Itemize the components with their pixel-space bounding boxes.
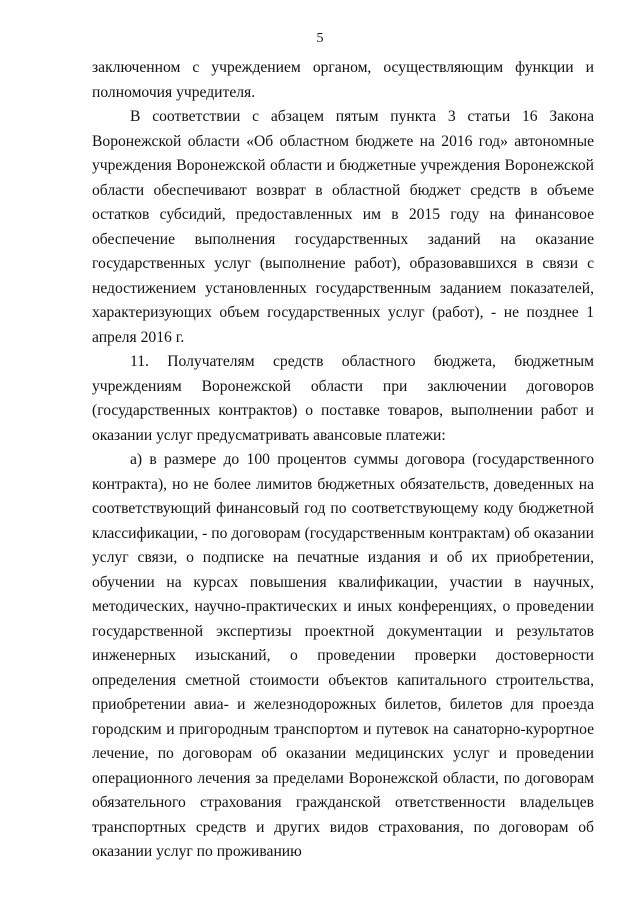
paragraph-subitem-a: а) в размере до 100 процентов суммы договора (государственного контракта), но не более лимитов бюджетных обязательств, доведенных на соответствующий финансовый год по соответствующему коду бюджетной классификации, - по договорам (государственным контрактам) об оказании услуг связи, о подписке на печатные издания и об их приобретении, обучении на курсах повышения квалификации, участии в научных, методических, научно-практических и иных конференциях, о проведении государственной экспертизы проектной документации и результатов инженерных изысканий, о проведении проверки достоверности определения сметной стоимости объектов капитального строительства, приобретении авиа- и железнодорожных билетов, билетов для проезда городским и пригородным транспортом и путевок на санаторно-курортное лечение, по договорам об оказании медицинских услуг и проведении операционного лечения за пределами Воронежской области, по договорам обязательного страхования гражданской ответственности владельцев транспортных средств и других видов страхования, по договорам об оказании услуг по проживанию [92,451,594,860]
paragraph-continuation: заключенном с учреждением органом, осуществляющим функции и полномочия учредителя. [92,59,594,101]
document-body [92,56,594,865]
paragraph-item-11: 11. Получателям средств областного бюджета, бюджетным учреждениям Воронежской области при заключении договоров (государственных контрактов) о поставке товаров, выполнении работ и оказании услуг предусматривать авансовые платежи: [92,353,594,444]
page-number: 5 [316,31,324,46]
paragraph-budget-return: В соответствии с абзацем пятым пункта 3 статьи 16 Закона Воронежской области «Об областном бюджете на 2016 год» автономные учреждения Воронежской области и бюджетные учреждения Воронежской области обеспечивают возврат в областной бюджет средств в объеме остатков субсидий, предоставленных им в 2015 году на финансовое обеспечение выполнения государственных заданий на оказание государственных услуг (выполнение работ), образовавшихся в связи с недостижением установленных государственным заданием показателей, характеризующих объем государственных услуг (работ), - не позднее 1 апреля 2016 г. [92,108,594,346]
